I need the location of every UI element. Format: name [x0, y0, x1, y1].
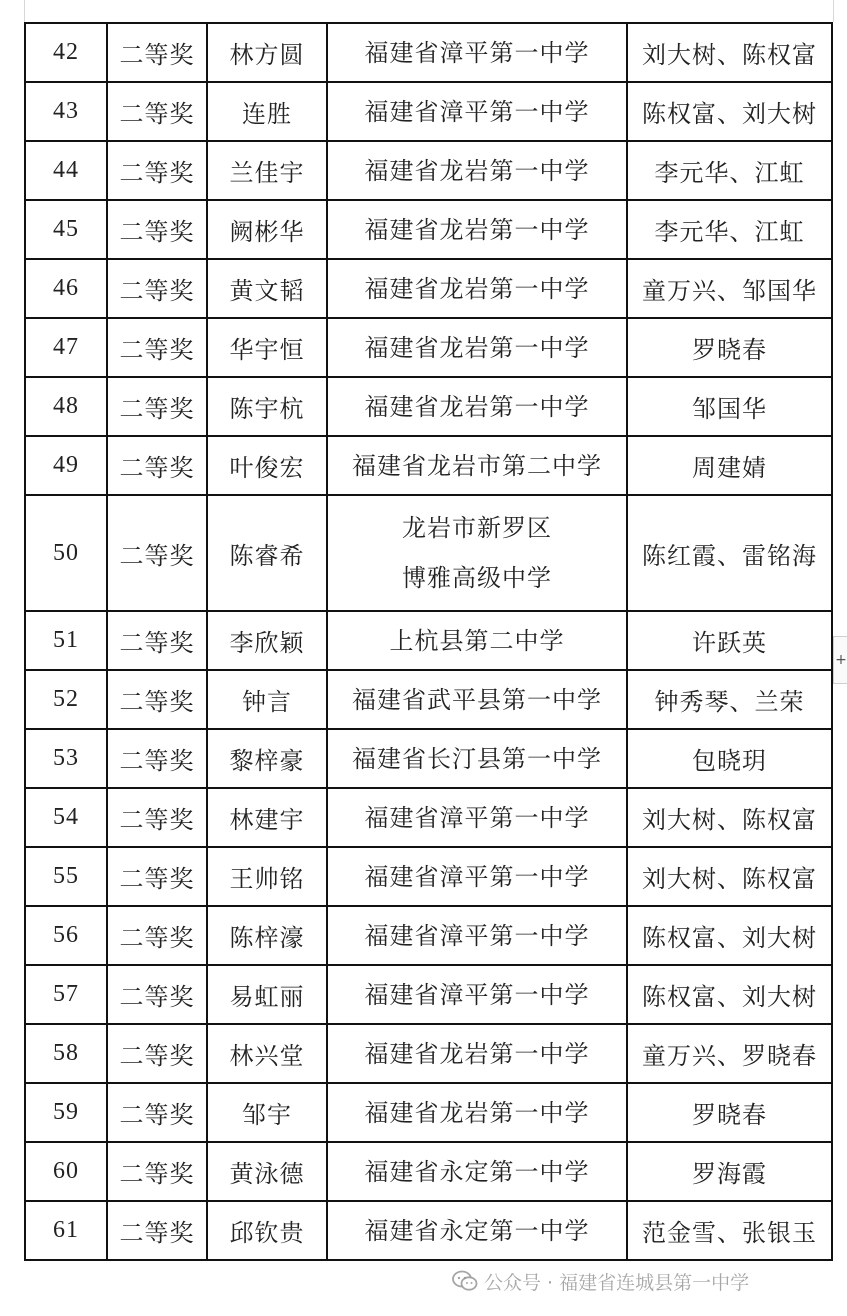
- student-name-cell: 李欣颖: [207, 611, 327, 670]
- school-name-line: 福建省漳平第一中学: [364, 980, 590, 1009]
- school-cell: [327, 495, 627, 611]
- teacher-cell: 陈权富、刘大树: [627, 965, 832, 1024]
- watermark-text: 公众号 · 福建省连城县第一中学: [484, 1271, 750, 1294]
- teacher-cell: 刘大树、陈权富: [627, 23, 832, 82]
- school-cell: [327, 23, 627, 82]
- student-name-cell: 邱钦贵: [207, 1201, 327, 1260]
- table-row: [25, 495, 832, 611]
- award-level-cell: 二等奖: [107, 611, 207, 670]
- table-row: [25, 670, 832, 729]
- page-top-edge: [24, 0, 834, 22]
- table-row: [25, 200, 832, 259]
- school-name-line: 福建省永定第一中学: [364, 1157, 590, 1186]
- student-name-cell: 易虹丽: [207, 965, 327, 1024]
- school-cell: [327, 1142, 627, 1201]
- teacher-cell: 刘大树、陈权富: [627, 847, 832, 906]
- school-name-line: 福建省龙岩第一中学: [364, 215, 590, 244]
- award-level-cell: 二等奖: [107, 82, 207, 141]
- student-name-cell: 陈梓濠: [207, 906, 327, 965]
- award-level-cell: 二等奖: [107, 1201, 207, 1260]
- row-number-cell: 42: [25, 23, 107, 82]
- table-row: [25, 436, 832, 495]
- award-level-cell: 二等奖: [107, 906, 207, 965]
- school-name-line: 福建省龙岩第一中学: [364, 333, 590, 362]
- table-row: [25, 318, 832, 377]
- school-name-line: 福建省漳平第一中学: [364, 803, 590, 832]
- teacher-cell: 罗晓春: [627, 1083, 832, 1142]
- student-name-cell: 陈宇杭: [207, 377, 327, 436]
- school-name-line: 福建省龙岩第一中学: [364, 1098, 590, 1127]
- award-level-cell: 二等奖: [107, 1024, 207, 1083]
- row-number-cell: 55: [25, 847, 107, 906]
- student-name-cell: 黎梓豪: [207, 729, 327, 788]
- awards-table: [24, 22, 833, 1261]
- table-row: [25, 611, 832, 670]
- school-name-line: 福建省长汀县第一中学: [352, 744, 602, 773]
- teacher-cell: 许跃英: [627, 611, 832, 670]
- row-number-cell: 53: [25, 729, 107, 788]
- row-number-cell: 43: [25, 82, 107, 141]
- award-level-cell: 二等奖: [107, 965, 207, 1024]
- teacher-cell: 李元华、江虹: [627, 200, 832, 259]
- student-name-cell: 钟言: [207, 670, 327, 729]
- award-level-cell: 二等奖: [107, 495, 207, 611]
- school-cell: [327, 318, 627, 377]
- school-name-line: 福建省龙岩市第二中学: [352, 451, 602, 480]
- add-row-handle[interactable]: +: [833, 636, 847, 684]
- school-cell: [327, 788, 627, 847]
- student-name-cell: 黄泳德: [207, 1142, 327, 1201]
- award-level-cell: 二等奖: [107, 141, 207, 200]
- award-level-cell: 二等奖: [107, 670, 207, 729]
- student-name-cell: 陈睿希: [207, 495, 327, 611]
- award-level-cell: 二等奖: [107, 436, 207, 495]
- teacher-cell: 包晓玥: [627, 729, 832, 788]
- school-cell: [327, 82, 627, 141]
- row-number-cell: 47: [25, 318, 107, 377]
- school-name-line: 福建省龙岩第一中学: [364, 156, 590, 185]
- school-cell: [327, 965, 627, 1024]
- teacher-cell: 范金雪、张银玉: [627, 1201, 832, 1260]
- watermark: [452, 1266, 749, 1296]
- teacher-cell: 周建婧: [627, 436, 832, 495]
- row-number-cell: 54: [25, 788, 107, 847]
- student-name-cell: 阙彬华: [207, 200, 327, 259]
- award-level-cell: 二等奖: [107, 377, 207, 436]
- school-cell: [327, 847, 627, 906]
- table-row: [25, 259, 832, 318]
- award-level-cell: 二等奖: [107, 847, 207, 906]
- school-name-line: 福建省漳平第一中学: [364, 38, 590, 67]
- table-row: [25, 1201, 832, 1260]
- teacher-cell: 童万兴、邹国华: [627, 259, 832, 318]
- student-name-cell: 黄文韬: [207, 259, 327, 318]
- student-name-cell: 王帅铭: [207, 847, 327, 906]
- table-row: [25, 1024, 832, 1083]
- award-level-cell: 二等奖: [107, 200, 207, 259]
- school-cell: [327, 670, 627, 729]
- student-name-cell: 林兴堂: [207, 1024, 327, 1083]
- row-number-cell: 52: [25, 670, 107, 729]
- teacher-cell: 罗海霞: [627, 1142, 832, 1201]
- teacher-cell: 邹国华: [627, 377, 832, 436]
- table-row: [25, 847, 832, 906]
- award-level-cell: 二等奖: [107, 318, 207, 377]
- row-number-cell: 44: [25, 141, 107, 200]
- table-row: [25, 141, 832, 200]
- table-row: [25, 1083, 832, 1142]
- student-name-cell: 林方圆: [207, 23, 327, 82]
- row-number-cell: 51: [25, 611, 107, 670]
- student-name-cell: 叶俊宏: [207, 436, 327, 495]
- row-number-cell: 60: [25, 1142, 107, 1201]
- school-cell: [327, 906, 627, 965]
- school-name-line: 福建省漳平第一中学: [364, 921, 590, 950]
- award-level-cell: 二等奖: [107, 788, 207, 847]
- school-cell: [327, 377, 627, 436]
- table-row: [25, 1142, 832, 1201]
- award-level-cell: 二等奖: [107, 23, 207, 82]
- award-level-cell: 二等奖: [107, 1142, 207, 1201]
- student-name-cell: 邹宇: [207, 1083, 327, 1142]
- table-row: [25, 729, 832, 788]
- school-cell: [327, 259, 627, 318]
- row-number-cell: 46: [25, 259, 107, 318]
- school-name-line: 福建省漳平第一中学: [364, 97, 590, 126]
- teacher-cell: 李元华、江虹: [627, 141, 832, 200]
- school-cell: [327, 1024, 627, 1083]
- row-number-cell: 58: [25, 1024, 107, 1083]
- school-name-line: 博雅高级中学: [402, 564, 552, 592]
- school-cell: [327, 1201, 627, 1260]
- teacher-cell: 钟秀琴、兰荣: [627, 670, 832, 729]
- awards-table-body: [25, 23, 832, 1260]
- table-row: [25, 377, 832, 436]
- school-cell: [327, 729, 627, 788]
- table-row: [25, 23, 832, 82]
- school-name-line: 龙岩市新罗区: [402, 514, 552, 542]
- row-number-cell: 50: [25, 495, 107, 611]
- award-level-cell: 二等奖: [107, 1083, 207, 1142]
- teacher-cell: 陈权富、刘大树: [627, 82, 832, 141]
- wechat-icon: [452, 1270, 478, 1292]
- teacher-cell: 罗晓春: [627, 318, 832, 377]
- school-cell: [327, 141, 627, 200]
- school-name-line: 福建省龙岩第一中学: [364, 274, 590, 303]
- student-name-cell: 连胜: [207, 82, 327, 141]
- school-cell: [327, 436, 627, 495]
- row-number-cell: 49: [25, 436, 107, 495]
- school-name-line: 福建省永定第一中学: [364, 1216, 590, 1245]
- teacher-cell: 陈权富、刘大树: [627, 906, 832, 965]
- table-row: [25, 82, 832, 141]
- teacher-cell: 刘大树、陈权富: [627, 788, 832, 847]
- school-cell: [327, 200, 627, 259]
- row-number-cell: 45: [25, 200, 107, 259]
- row-number-cell: 57: [25, 965, 107, 1024]
- teacher-cell: 童万兴、罗晓春: [627, 1024, 832, 1083]
- school-name-line: 上杭县第二中学: [389, 626, 565, 655]
- school-name-line: 福建省龙岩第一中学: [364, 1039, 590, 1068]
- row-number-cell: 56: [25, 906, 107, 965]
- award-level-cell: 二等奖: [107, 259, 207, 318]
- school-cell: [327, 611, 627, 670]
- student-name-cell: 兰佳宇: [207, 141, 327, 200]
- school-name-line: 福建省武平县第一中学: [352, 685, 602, 714]
- school-name-line: 福建省龙岩第一中学: [364, 392, 590, 421]
- row-number-cell: 48: [25, 377, 107, 436]
- student-name-cell: 林建宇: [207, 788, 327, 847]
- student-name-cell: 华宇恒: [207, 318, 327, 377]
- school-cell: [327, 1083, 627, 1142]
- school-name-line: 福建省漳平第一中学: [364, 862, 590, 891]
- table-row: [25, 906, 832, 965]
- row-number-cell: 59: [25, 1083, 107, 1142]
- award-level-cell: 二等奖: [107, 729, 207, 788]
- row-number-cell: 61: [25, 1201, 107, 1260]
- table-row: [25, 788, 832, 847]
- teacher-cell: 陈红霞、雷铭海: [627, 495, 832, 611]
- table-row: [25, 965, 832, 1024]
